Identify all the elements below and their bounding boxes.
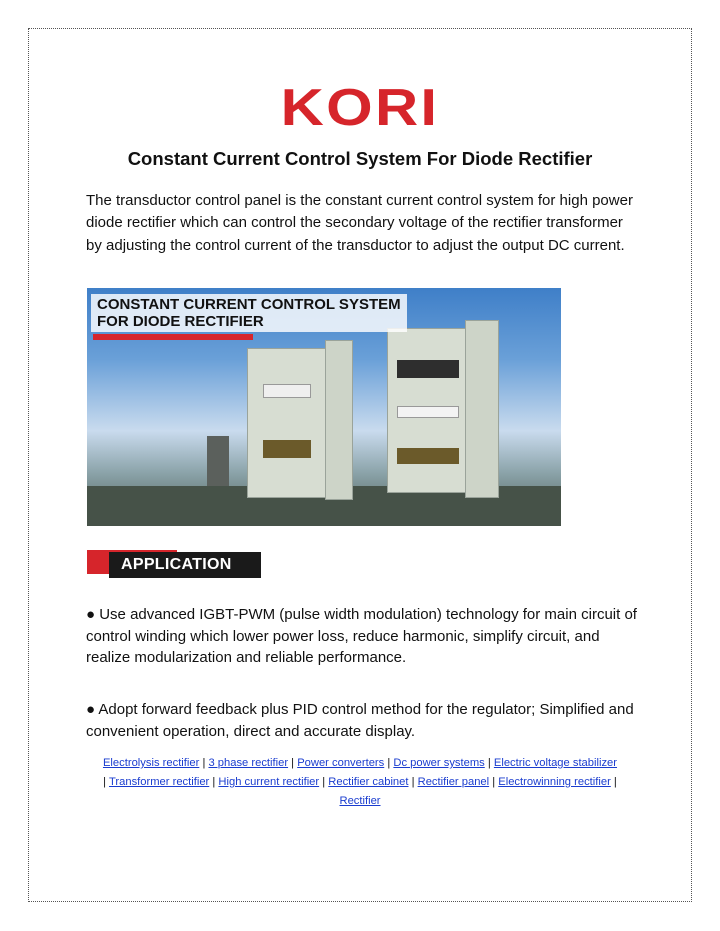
link-electrolysis-rectifier[interactable]: Electrolysis rectifier bbox=[102, 757, 200, 769]
link-electric-voltage-stabilizer[interactable]: Electric voltage stabilizer bbox=[493, 757, 618, 769]
link-separator: | bbox=[492, 776, 499, 788]
bullet-item: ● Adopt forward feedback plus PID control method for the regulator; Simplified and convenient operation, direct and accurate display. bbox=[86, 701, 634, 740]
link-separator: | bbox=[487, 757, 494, 769]
link-separator: | bbox=[322, 776, 329, 788]
kori-logo bbox=[270, 80, 450, 136]
link-separator: | bbox=[291, 757, 298, 769]
link-electrowinning-rectifier[interactable]: Electrowinning rectifier bbox=[498, 776, 611, 788]
cabinet-module bbox=[397, 448, 459, 464]
intro-paragraph: The transductor control panel is the constant current control system for high power diode rectifier which can control the secondary voltage of the rectifier transformer by adjusting the control current of the transductor to adjust the output DC current. bbox=[86, 192, 633, 254]
link-rectifier-cabinet[interactable]: Rectifier cabinet bbox=[328, 776, 409, 788]
link-dc-power-systems[interactable]: Dc power systems bbox=[393, 757, 485, 769]
link-rectifier-panel[interactable]: Rectifier panel bbox=[417, 776, 490, 788]
small-cabinet-door bbox=[325, 340, 353, 500]
link-transformer-rectifier[interactable]: Transformer rectifier bbox=[108, 776, 210, 788]
link-high-current-rectifier[interactable]: High current rectifier bbox=[218, 776, 320, 788]
application-banner bbox=[87, 550, 640, 582]
link-separator: | bbox=[411, 776, 418, 788]
link-separator: | bbox=[212, 776, 219, 788]
image-headline-line1: CONSTANT CURRENT CONTROL SYSTEM bbox=[97, 296, 401, 313]
image-headline-line2: FOR DIODE RECTIFIER bbox=[97, 313, 264, 330]
cabinet-module bbox=[397, 406, 459, 418]
page-title: Constant Current Control System For Diode Rectifier bbox=[127, 148, 593, 169]
small-cabinet bbox=[247, 348, 329, 498]
cabinet-module bbox=[263, 384, 311, 398]
bullet-item: ● Use advanced IGBT-PWM (pulse width modulation) technology for main circuit of control winding which lower power loss, reduce harmonic, simplify circuit, and realize modularization and reliable performance. bbox=[86, 606, 637, 666]
product-image bbox=[87, 288, 561, 526]
link-power-converters[interactable]: Power converters bbox=[297, 757, 385, 769]
logo-text: KORI bbox=[280, 79, 440, 137]
related-links bbox=[100, 754, 620, 811]
link-separator: | bbox=[613, 776, 617, 788]
large-cabinet-door bbox=[465, 320, 499, 498]
link-separator: | bbox=[103, 776, 109, 788]
link-rectifier[interactable]: Rectifier bbox=[339, 795, 381, 807]
link-3-phase-rectifier[interactable]: 3 phase rectifier bbox=[208, 757, 289, 769]
link-separator: | bbox=[387, 757, 394, 769]
cabinet-module bbox=[397, 360, 459, 378]
cabinet-module bbox=[263, 440, 311, 458]
image-red-bar bbox=[93, 334, 253, 340]
application-label: APPLICATION bbox=[109, 552, 261, 578]
image-headline bbox=[91, 294, 407, 332]
link-separator: | bbox=[202, 757, 209, 769]
